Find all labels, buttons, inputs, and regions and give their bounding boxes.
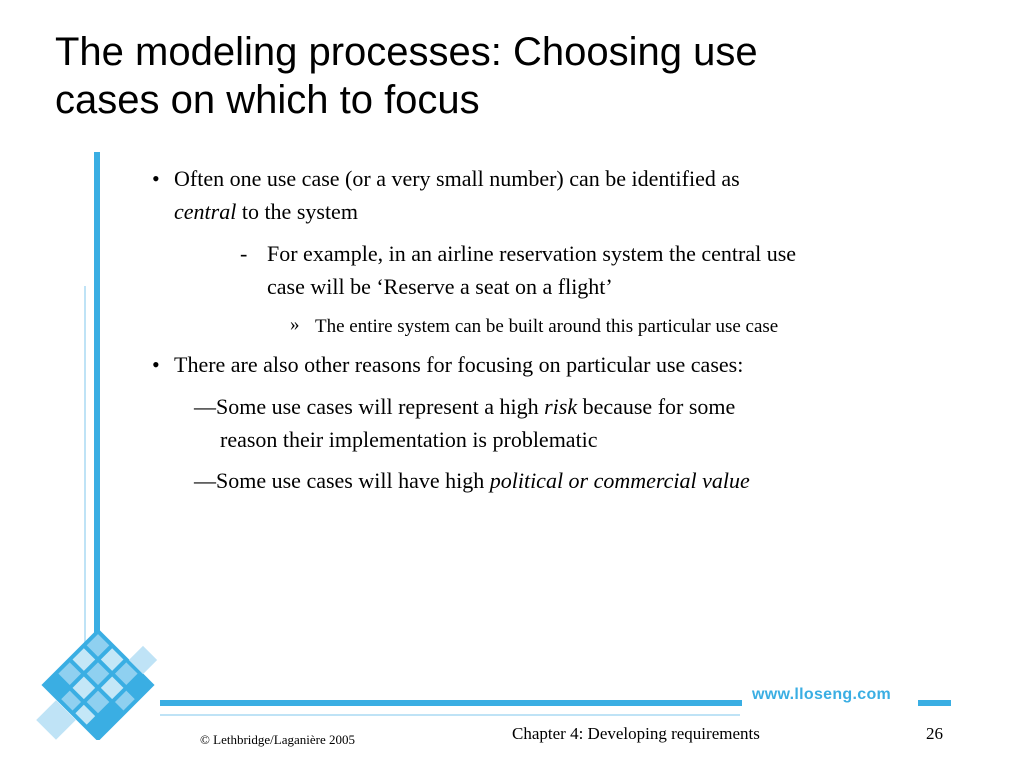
decorative-horizontal-thin-bar: [160, 714, 740, 716]
bullet-2-sub-1-a: —Some use cases will represent a high: [194, 394, 545, 419]
bullet-2-sub-1-line-1: [194, 394, 735, 420]
slide-title: [55, 28, 955, 124]
bullet-2-sub-1-italic-risk: risk: [544, 394, 578, 419]
bullet-2-sub-1-b: because for some: [577, 394, 736, 419]
footer-copyright: © Lethbridge/Laganière 2005: [200, 732, 355, 747]
decorative-vertical-thin-bar: [84, 286, 86, 646]
bullet-1-sub-line-1: For example, in an airline reservation system the central use: [267, 241, 797, 266]
website-url: www.lloseng.com: [752, 686, 892, 703]
bullet-1-line-1: Often one use case (or a very small number) can be identified as: [174, 166, 740, 191]
footer-chapter: Chapter 4: Developing requirements: [512, 724, 760, 743]
title-line-1: The modeling processes: Choosing use: [55, 30, 758, 74]
bullet-2-marker: •: [152, 352, 160, 377]
title-line-2: cases on which to focus: [55, 78, 480, 122]
bullet-1-italic-central: central: [174, 199, 237, 224]
bullet-2-text: There are also other reasons for focusing on particular use cases:: [174, 352, 744, 377]
bullet-2-sub-2-italic: political or commercial value: [489, 468, 750, 493]
decorative-vertical-bar: [94, 152, 100, 688]
bullet-1-sub-line-2: case will be ‘Reserve a seat on a flight’: [267, 274, 613, 299]
diamond-pattern-logo-icon: [28, 630, 168, 740]
bullet-1-subsub-text: The entire system can be built around this particular use case: [315, 316, 779, 337]
bullet-1-sub-marker: -: [240, 241, 248, 266]
bullet-2-sub-2: [194, 468, 750, 494]
bullet-1-subsub-marker: »: [290, 314, 300, 335]
bullet-2-sub-2-a: —Some use cases will have high: [194, 468, 490, 493]
bullet-1-line-2: [174, 199, 358, 225]
bullet-1-line-2-rest: to the system: [236, 199, 358, 224]
slide-number: 26: [926, 724, 943, 743]
bullet-2-sub-1-line-2: reason their implementation is problematic: [220, 427, 598, 452]
decorative-horizontal-bar-end: [918, 700, 951, 706]
bullet-1-marker: •: [152, 166, 160, 191]
decorative-horizontal-bar: [160, 700, 742, 706]
